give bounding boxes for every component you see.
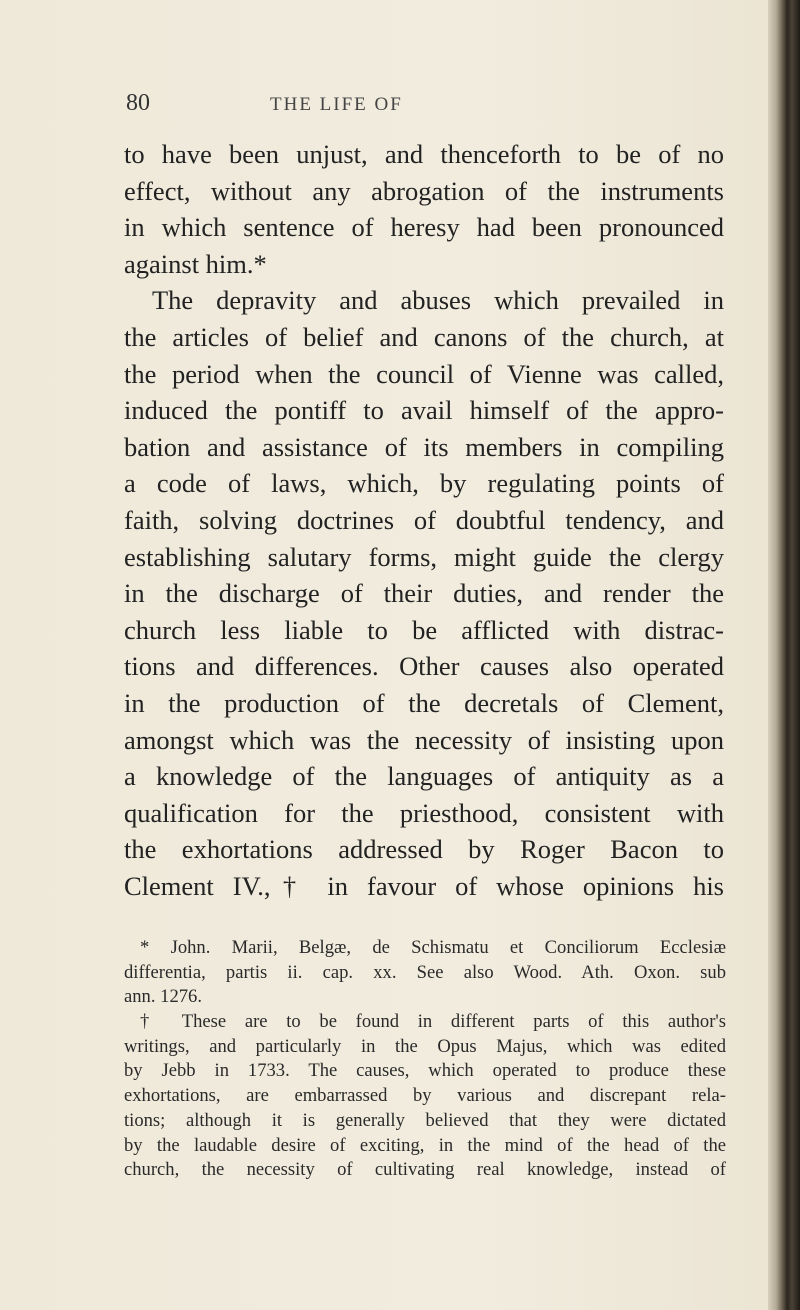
body-line: in the discharge of their duties, and render the [124, 578, 724, 609]
body-line: amongst which was the necessity of insisting upon [124, 724, 724, 755]
footnote-line: by Jebb in 1733. The causes, which operated to produce these [124, 1060, 726, 1082]
footnote-line: writings, and particularly in the Opus Majus, which was edited [124, 1035, 726, 1057]
body-line: effect, without any abrogation of the instruments [124, 175, 724, 206]
body-line: Clement IV.,† in favour of whose opinions his [124, 870, 724, 901]
body-line: against him.* [124, 248, 267, 279]
footnote-line: tions; although it is generally believed that they were dictated [124, 1109, 726, 1131]
body-line: the articles of belief and canons of the church, at [124, 321, 724, 352]
body-line: to have been unjust, and thenceforth to be of no [124, 139, 724, 169]
body-line: a knowledge of the languages of antiquity as a [124, 761, 724, 792]
running-head [0, 90, 768, 130]
body-line: establishing salutary forms, might guide the clergy [124, 541, 724, 572]
body-line: in the production of the decretals of Clement, [124, 687, 724, 718]
running-title: THE LIFE OF [270, 94, 403, 115]
body-text [124, 136, 724, 904]
footnote-line: by the laudable desire of exciting, in the mind of the head of the [124, 1134, 726, 1156]
page-number: 80 [126, 90, 150, 116]
footnotes [124, 936, 726, 1183]
footnote-line: † These are to be found in different parts of this author's [140, 1011, 726, 1033]
footnote-line: differentia, partis ii. cap. xx. See also Wood. Ath. Oxon. sub [124, 961, 726, 983]
footnote-line: church, the necessity of cultivating real knowledge, instead of [124, 1159, 726, 1181]
footnote-line: ann. 1276. [124, 986, 202, 1008]
body-line: bation and assistance of its members in compiling [124, 431, 724, 462]
page-edge [768, 0, 800, 1310]
body-line: qualification for the priesthood, consistent with [124, 797, 724, 828]
footnote-line: exhortations, are embarrassed by various and discrepant rela- [124, 1085, 726, 1107]
body-line: a code of laws, which, by regulating points of [124, 468, 724, 499]
body-line: the exhortations addressed by Roger Bacon to [124, 834, 724, 865]
body-line: tions and differences. Other causes also operated [124, 651, 724, 682]
body-line: induced the pontiff to avail himself of the appro- [124, 395, 724, 426]
body-line: church less liable to be afflicted with distrac- [124, 614, 724, 645]
body-line: faith, solving doctrines of doubtful tendency, and [124, 504, 724, 535]
footnote-line: * John. Marii, Belgæ, de Schismatu et Conciliorum Ecclesiæ [140, 937, 726, 958]
body-line: The depravity and abuses which prevailed in [152, 285, 724, 316]
body-line: the period when the council of Vienne was called, [124, 358, 724, 389]
body-line: in which sentence of heresy had been pronounced [124, 212, 724, 243]
